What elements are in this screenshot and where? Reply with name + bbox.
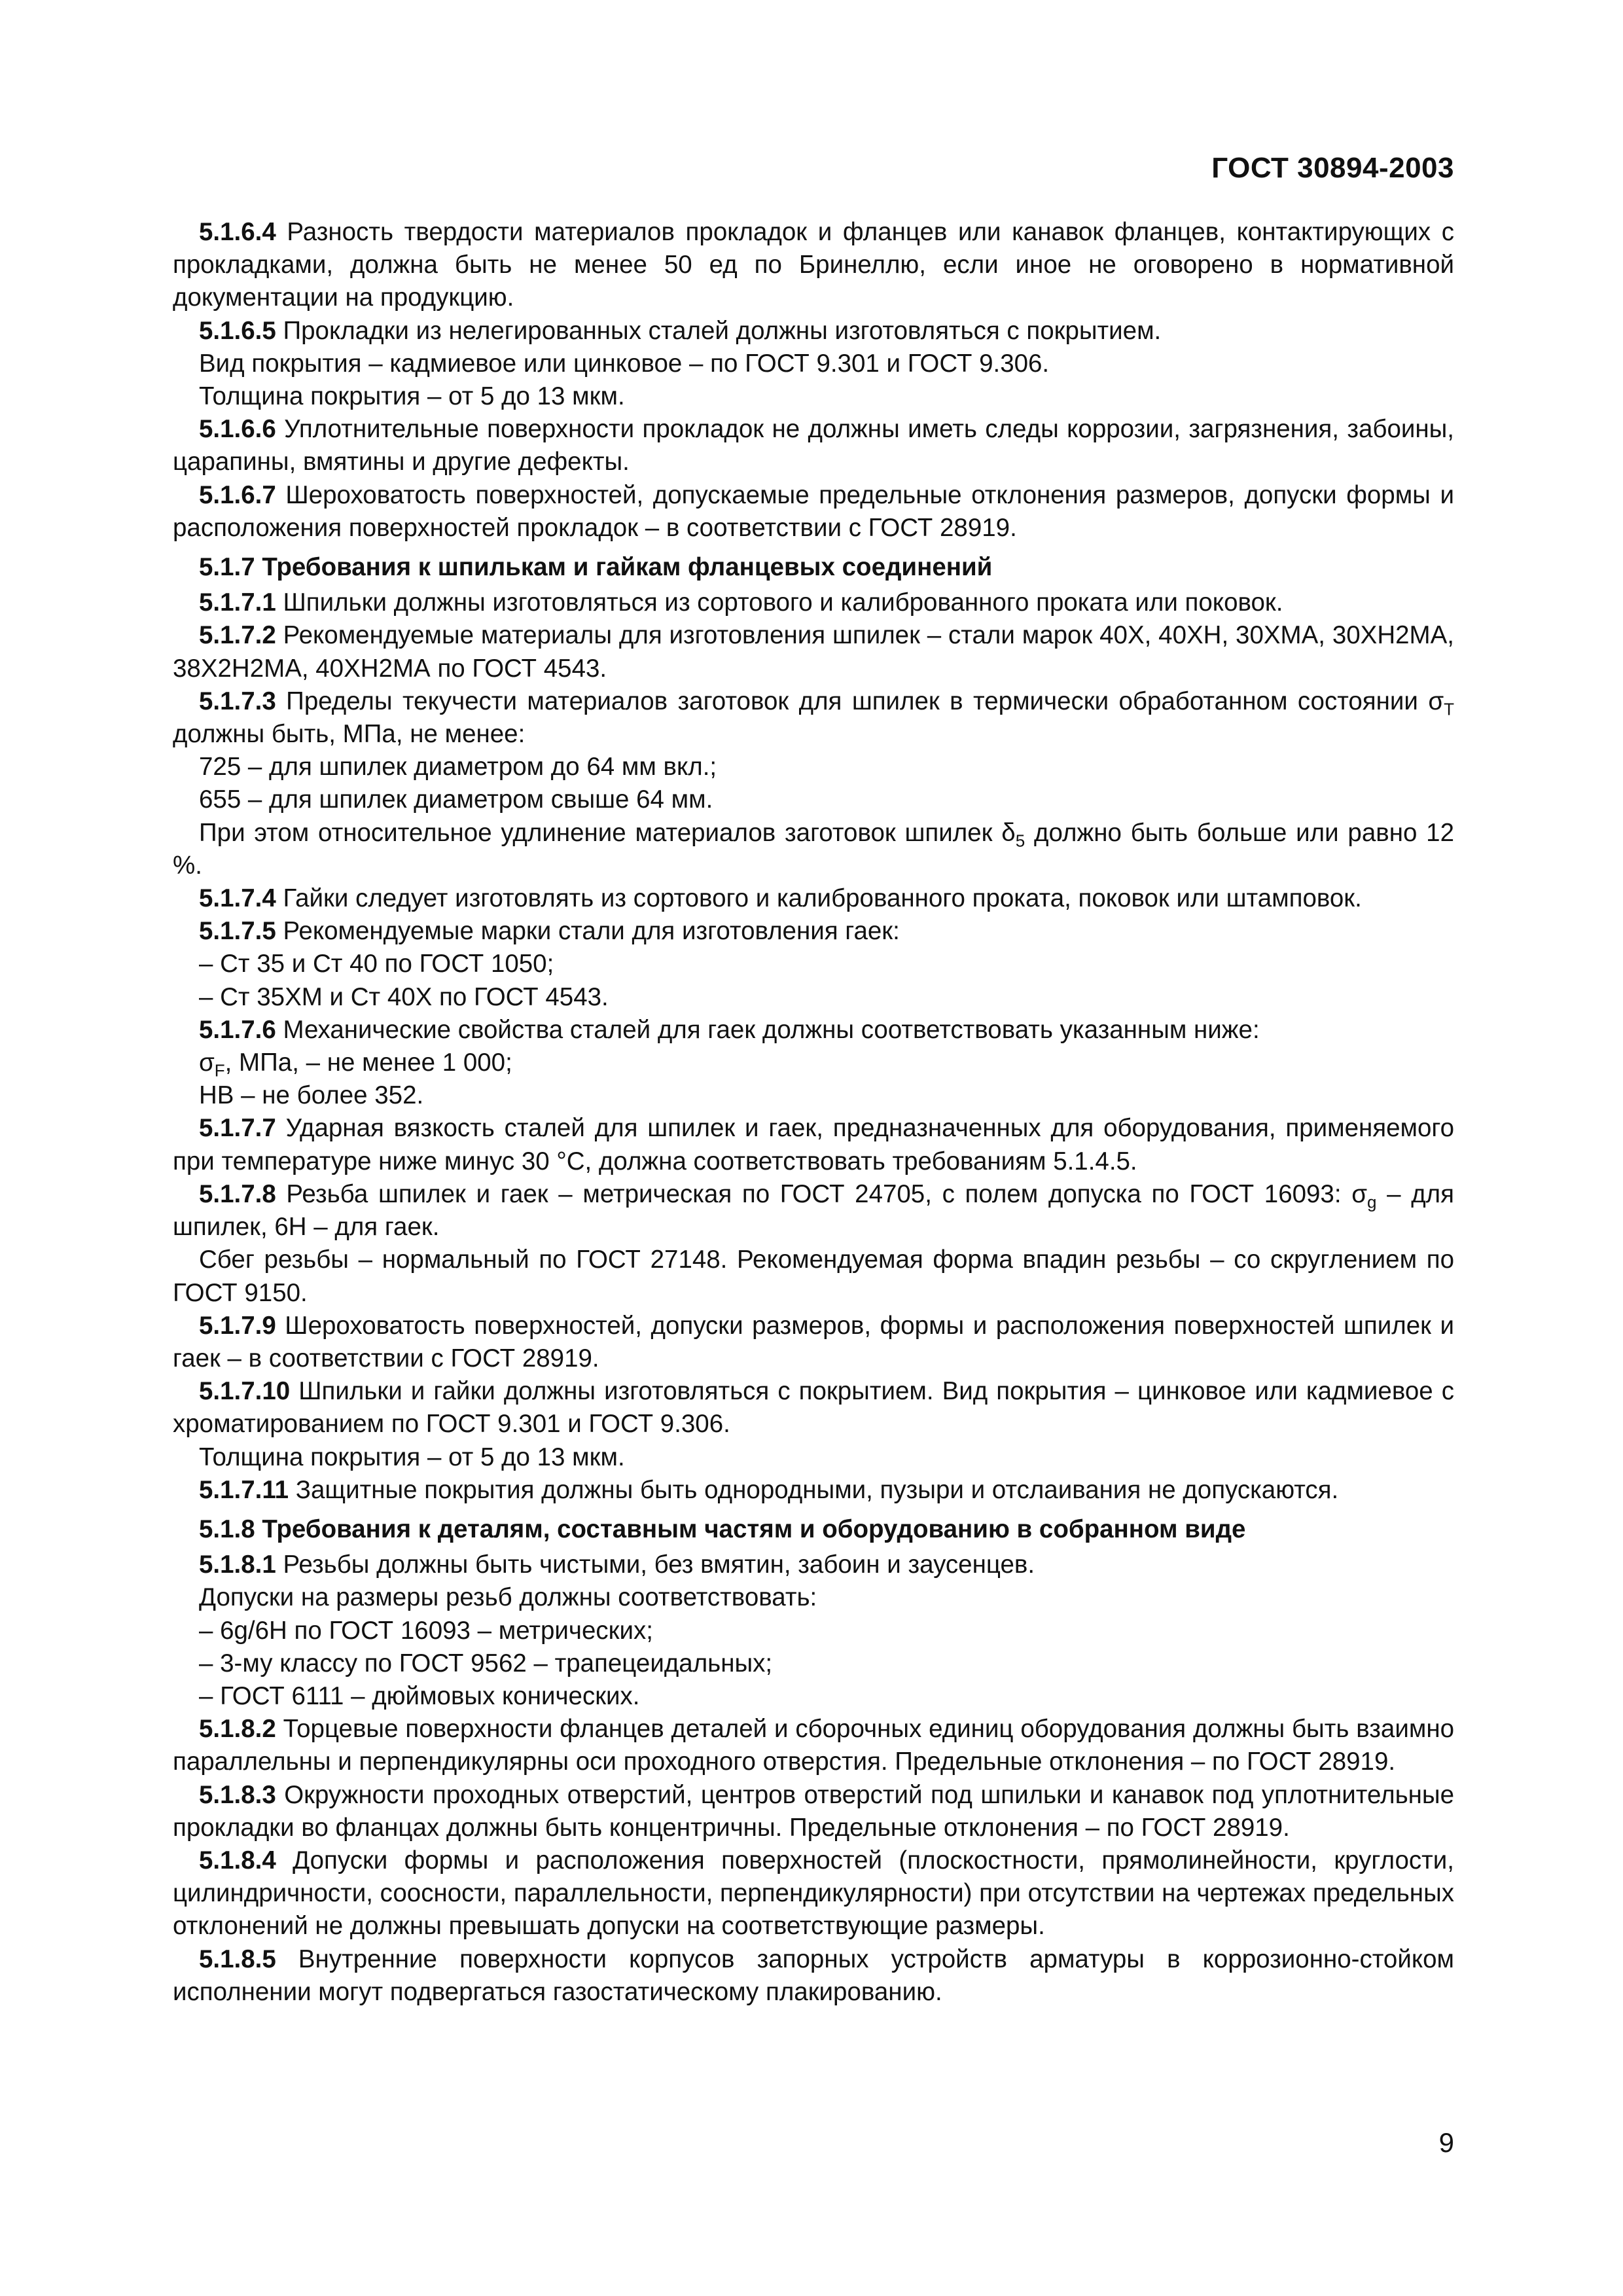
paragraph-5-1-7-9 [173,1310,1454,1375]
list-item: – 6g/6H по ГОСТ 16093 – метрических; [199,1616,653,1645]
standard-header: ГОСТ 30894-2003 [1211,152,1454,184]
clause-number: 5.1.8.2 [199,1715,276,1744]
paragraph-coating-type [173,348,1454,380]
paragraph-5-1-7-11 [173,1474,1454,1507]
paragraph-5-1-7-3 [173,685,1454,751]
paragraph-coating-thickness [173,380,1454,413]
clause-text: , МПа, – не менее 1 000; [224,1049,512,1077]
clause-text: должны быть, МПа, не менее: [173,720,526,749]
clause-text: Рекомендуемые марки стали для изготовления гаек: [276,917,900,946]
paragraph-5-1-6-6 [173,413,1454,478]
clause-text: Вид покрытия – кадмиевое или цинковое – по ГОСТ 9.301 и ГОСТ 9.306. [199,349,1050,378]
list-item: – ГОСТ 6111 – дюймовых конических. [199,1681,640,1710]
list-item: – Ст 35 и Ст 40 по ГОСТ 1050; [199,950,554,978]
clause-text: Гайки следует изготовлять из сортового и калиброванного проката, поковок или штамповок. [276,884,1362,913]
list-item: 655 – для шпилек диаметром свыше 64 мм. [199,785,713,814]
section-heading-5-1-8: 5.1.8 Требования к деталям, составным частям и оборудованию в собранном виде [199,1515,1246,1543]
clause-text: должно быть больше или равно 12 %. [173,818,1454,880]
paragraph-elongation [173,817,1454,882]
clause-text: Защитные покрытия должны быть однородными, пузыри и отслаивания не допускаются. [289,1475,1339,1504]
clause-number: 5.1.6.7 [199,480,276,509]
clause-number: 5.1.8.3 [199,1780,276,1809]
paragraph-thread-runout: Сбег резьбы – нормальный по ГОСТ 27148. Рекомендуемая форма впадин резьбы – со скруглением по ГОСТ 9150. [173,1246,1454,1307]
paragraph-5-1-7-5 [173,915,1454,948]
clause-number: 5.1.6.6 [199,415,276,444]
clause-text: Ударная вязкость сталей для шпилек и гаек, предназначенных для оборудования, применяемого при температуре ниже минус 30 °С, должна соответствовать требованиям 5.1.4.5. [173,1114,1454,1175]
clause-number: 5.1.8.4 [199,1846,276,1874]
paragraph-5-1-7-1 [173,586,1454,619]
clause-text: Шпильки и гайки должны изготовляться с покрытием. Вид покрытия – цинковое или кадмиевое с хроматированием по ГОСТ 9.301 и ГОСТ 9.306. [173,1377,1454,1439]
clause-number: 5.1.8.5 [199,1945,276,1973]
paragraph-5-1-6-4 [173,216,1454,315]
page-number: 9 [1438,2127,1454,2158]
list-item: – 3-му классу по ГОСТ 9562 – трапецеидальных; [199,1649,773,1677]
paragraph-5-1-7-10 [173,1375,1454,1441]
clause-number: 5.1.7.7 [199,1114,276,1143]
clause-text: σ [199,1049,215,1077]
clause-text: Окружности проходных отверстий, центров отверстий под шпильки и канавок под уплотнительные прокладки во фланцах должны быть концентричны. Предельные отклонения – по ГОСТ 28919. [173,1780,1454,1842]
list-item: – Ст 35ХМ и Ст 40Х по ГОСТ 4543. [199,982,609,1011]
paragraph-5-1-8-3 [173,1779,1454,1844]
clause-text: Толщина покрытия – от 5 до 13 мкм. [199,382,625,411]
clause-number: 5.1.7.8 [199,1179,276,1208]
paragraph-5-1-6-7 [173,479,1454,545]
paragraph-5-1-7-2 [173,619,1454,685]
paragraph-5-1-7-6 [173,1014,1454,1047]
clause-text: Внутренние поверхности корпусов запорных устройств арматуры в коррозионно-стойком исполнении могут подвергаться газостатическому плакированию. [173,1945,1454,2006]
clause-number: 5.1.6.5 [199,316,276,345]
list-item: НВ – не более 352. [199,1081,424,1110]
clause-number: 5.1.7.1 [199,588,276,617]
subscript: T [1444,699,1454,719]
clause-text: Допуски формы и расположения поверхностей (плоскостности, прямолинейности, круглости, цилиндричности, соосности, параллельности, перпендикулярности) при отсутствии на чертежах предельных отклонений не должны превышать допуски на соответствующие размеры. [173,1846,1454,1941]
subscript: g [1366,1192,1377,1212]
clause-text: Торцевые поверхности фланцев деталей и сборочных единиц оборудования должны быть взаимно параллельны и перпендикулярны оси проходного отверстия. Предельные отклонения – по ГОСТ 28919. [173,1715,1454,1776]
clause-number: 5.1.7.6 [199,1015,276,1044]
clause-number: 5.1.6.4 [199,218,276,246]
paragraph-5-1-7-4 [173,882,1454,915]
clause-number: 5.1.7.10 [199,1377,291,1406]
clause-text: Шероховатость поверхностей, допуски размеров, формы и расположения поверхностей шпилек и гаек – в соответствии с ГОСТ 28919. [173,1311,1454,1372]
clause-text: Шпильки должны изготовляться из сортового и калиброванного проката или поковок. [276,588,1283,617]
list-intro: Допуски на размеры резьб должны соответствовать: [199,1583,817,1612]
paragraph-5-1-8-4 [173,1844,1454,1943]
clause-text: При этом относительное удлинение материалов заготовок шпилек δ [199,818,1016,847]
clause-text: Резьбы должны быть чистыми, без вмятин, забоин и заусенцев. [276,1551,1035,1579]
subscript: F [214,1060,225,1081]
paragraph-5-1-7-7 [173,1112,1454,1177]
paragraph-5-1-8-2 [173,1713,1454,1778]
clause-text: Прокладки из нелегированных сталей должны изготовляться с покрытием. [276,316,1162,345]
clause-number: 5.1.7.2 [199,621,276,650]
section-heading-5-1-7: 5.1.7 Требования к шпилькам и гайкам фланцевых соединений [199,553,993,582]
clause-number: 5.1.7.11 [199,1475,289,1504]
clause-text: Шероховатость поверхностей, допускаемые предельные отклонения размеров, допуски формы и расположения поверхностей прокладок – в соответствии с ГОСТ 28919. [173,480,1454,542]
clause-text: Уплотнительные поверхности прокладок не должны иметь следы коррозии, загрязнения, забоины, царапины, вмятины и другие дефекты. [173,415,1454,476]
clause-text: Разность твердости материалов прокладок и фланцев или канавок фланцев, контактирующих с прокладками, должна быть не менее 50 ед по Бринеллю, если иное не оговорено в нормативной документации на продукцию. [173,218,1454,312]
clause-text: – для шпилек, 6Н – для гаек. [173,1179,1454,1242]
subscript: 5 [1015,831,1026,851]
paragraph-5-1-8-1 [173,1549,1454,1581]
clause-text: Рекомендуемые материалы для изготовления шпилек – стали марок 40Х, 40ХН, 30ХМА, 30ХН2МА, 38Х2Н2МА, 40ХН2МА по ГОСТ 4543. [173,621,1454,683]
clause-number: 5.1.8.1 [199,1551,276,1579]
paragraph-5-1-7-8 [173,1178,1454,1244]
paragraph-5-1-8-5 [173,1943,1454,2009]
clause-text: Пределы текучести материалов заготовок для шпилек в термически обработанном состоянии σ [276,687,1444,715]
clause-number: 5.1.7.9 [199,1311,276,1340]
list-item: 725 – для шпилек диаметром до 64 мм вкл.; [199,753,717,781]
clause-text: Механические свойства сталей для гаек должны соответствовать указанным ниже: [276,1015,1260,1044]
clause-number: 5.1.7.3 [199,687,276,715]
clause-number: 5.1.7.4 [199,884,276,913]
paragraph-coating-thickness-2: Толщина покрытия – от 5 до 13 мкм. [199,1443,625,1471]
clause-number: 5.1.7.5 [199,917,276,946]
clause-text: Резьба шпилек и гаек – метрическая по ГОСТ 24705, с полем допуска по ГОСТ 16093: σ [276,1179,1367,1208]
paragraph-5-1-6-5 [173,315,1454,348]
document-body [173,216,1454,2009]
list-item [173,1047,1454,1079]
